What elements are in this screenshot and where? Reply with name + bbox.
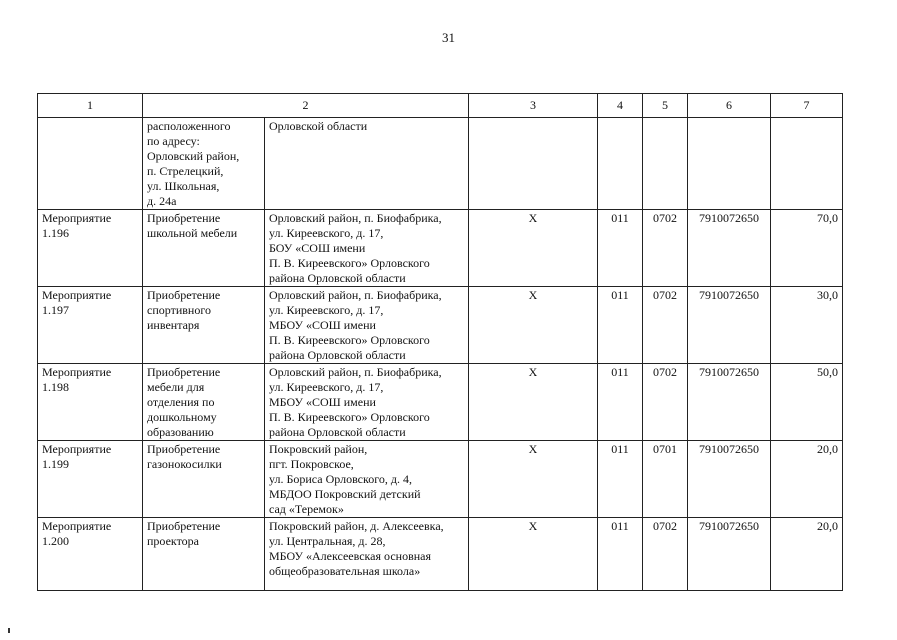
scan-mark xyxy=(8,628,10,633)
header-col-5: 5 xyxy=(643,94,688,118)
address-line: БОУ «СОШ имени xyxy=(269,241,366,255)
purpose-line: Орловский район, xyxy=(147,149,240,163)
header-col-3: 3 xyxy=(469,94,598,118)
address-line: ул. Бориса Орловского, д. 4, xyxy=(269,472,412,486)
address-line: Орловский район, п. Биофабрика, xyxy=(269,288,442,302)
activity-line: Мероприятие xyxy=(42,365,112,379)
code-cell: 011 xyxy=(598,364,643,441)
purpose-cell xyxy=(143,210,265,287)
section-cell: 0702 xyxy=(643,518,688,591)
target-code-cell: 7910072650 xyxy=(688,287,771,364)
target-code-cell: 7910072650 xyxy=(688,364,771,441)
code-cell: 011 xyxy=(598,210,643,287)
marker-cell: Х xyxy=(469,364,598,441)
address-line: Орловский район, п. Биофабрика, xyxy=(269,365,442,379)
activity-line: Мероприятие xyxy=(42,519,112,533)
marker-cell: Х xyxy=(469,518,598,591)
activity-line: 1.199 xyxy=(42,457,69,471)
amount-cell: 50,0 xyxy=(771,364,843,441)
address-line: П. В. Киреевского» Орловского xyxy=(269,410,430,424)
target-code-cell xyxy=(688,118,771,210)
activity-cell xyxy=(38,118,143,210)
address-line: района Орловской области xyxy=(269,348,406,362)
code-cell xyxy=(598,118,643,210)
section-cell: 0702 xyxy=(643,287,688,364)
activity-line: 1.196 xyxy=(42,226,69,240)
table-row xyxy=(38,441,843,518)
purpose-line: школьной мебели xyxy=(147,226,238,240)
marker-cell: Х xyxy=(469,287,598,364)
address-line: общеобразовательная школа» xyxy=(269,564,421,578)
address-cell xyxy=(265,118,469,210)
address-line: МБОУ «Алексеевская основная xyxy=(269,549,431,563)
amount-cell: 20,0 xyxy=(771,518,843,591)
purpose-cell xyxy=(143,518,265,591)
purpose-line: Приобретение xyxy=(147,288,221,302)
purpose-line: д. 24а xyxy=(147,194,177,208)
header-col-7: 7 xyxy=(771,94,843,118)
purpose-cell xyxy=(143,118,265,210)
purpose-cell xyxy=(143,364,265,441)
table-row xyxy=(38,287,843,364)
activity-line: Мероприятие xyxy=(42,288,112,302)
address-line: ул. Киреевского, д. 17, xyxy=(269,380,384,394)
header-col-2: 2 xyxy=(143,94,469,118)
section-cell: 0701 xyxy=(643,441,688,518)
activity-cell xyxy=(38,210,143,287)
amount-cell xyxy=(771,118,843,210)
purpose-line: расположенного xyxy=(147,119,231,133)
address-line: района Орловской области xyxy=(269,271,406,285)
purpose-cell xyxy=(143,441,265,518)
activity-cell xyxy=(38,364,143,441)
address-line: ул. Киреевского, д. 17, xyxy=(269,226,384,240)
activity-line: 1.198 xyxy=(42,380,69,394)
header-col-4: 4 xyxy=(598,94,643,118)
table-row xyxy=(38,518,843,591)
purpose-cell xyxy=(143,287,265,364)
purpose-line: мебели для xyxy=(147,380,205,394)
marker-cell: Х xyxy=(469,210,598,287)
header-col-6: 6 xyxy=(688,94,771,118)
address-line: П. В. Киреевского» Орловского xyxy=(269,333,430,347)
address-line: МБОУ «СОШ имени xyxy=(269,395,376,409)
purpose-line: спортивного xyxy=(147,303,211,317)
activity-line: Мероприятие xyxy=(42,442,112,456)
activity-line: 1.197 xyxy=(42,303,69,317)
address-cell xyxy=(265,364,469,441)
table-row xyxy=(38,118,843,210)
table-header xyxy=(38,94,843,118)
header-row xyxy=(38,94,843,118)
purpose-line: Приобретение xyxy=(147,365,221,379)
table-body xyxy=(38,118,843,591)
page-number: 31 xyxy=(442,30,455,45)
purpose-line: газонокосилки xyxy=(147,457,222,471)
target-code-cell: 7910072650 xyxy=(688,210,771,287)
amount-cell: 20,0 xyxy=(771,441,843,518)
amount-cell: 30,0 xyxy=(771,287,843,364)
purpose-line: ул. Школьная, xyxy=(147,179,220,193)
address-line: ул. Киреевского, д. 17, xyxy=(269,303,384,317)
code-cell: 011 xyxy=(598,441,643,518)
address-line: Орловский район, п. Биофабрика, xyxy=(269,211,442,225)
purpose-line: проектора xyxy=(147,534,199,548)
purpose-line: Приобретение xyxy=(147,442,221,456)
header-col-1: 1 xyxy=(38,94,143,118)
budget-table xyxy=(37,93,843,591)
address-cell xyxy=(265,518,469,591)
purpose-line: дошкольному xyxy=(147,410,217,424)
address-line: МБОУ «СОШ имени xyxy=(269,318,376,332)
section-cell xyxy=(643,118,688,210)
section-cell: 0702 xyxy=(643,364,688,441)
address-line: пгт. Покровское, xyxy=(269,457,354,471)
table-row xyxy=(38,210,843,287)
code-cell: 011 xyxy=(598,518,643,591)
section-cell: 0702 xyxy=(643,210,688,287)
address-line: ул. Центральная, д. 28, xyxy=(269,534,386,548)
address-line: сад «Теремок» xyxy=(269,502,344,516)
address-line: Покровский район, xyxy=(269,442,368,456)
purpose-line: по адресу: xyxy=(147,134,200,148)
address-cell xyxy=(265,210,469,287)
activity-cell xyxy=(38,287,143,364)
activity-cell xyxy=(38,441,143,518)
target-code-cell: 7910072650 xyxy=(688,518,771,591)
code-cell: 011 xyxy=(598,287,643,364)
activity-line: Мероприятие xyxy=(42,211,112,225)
address-line: Орловской области xyxy=(269,119,368,133)
address-line: района Орловской области xyxy=(269,425,406,439)
purpose-line: отделения по xyxy=(147,395,215,409)
marker-cell xyxy=(469,118,598,210)
table-row xyxy=(38,364,843,441)
purpose-line: инвентаря xyxy=(147,318,200,332)
marker-cell: Х xyxy=(469,441,598,518)
purpose-line: образованию xyxy=(147,425,214,439)
address-line: Покровский район, д. Алексеевка, xyxy=(269,519,444,533)
target-code-cell: 7910072650 xyxy=(688,441,771,518)
address-line: МБДОО Покровский детский xyxy=(269,487,421,501)
purpose-line: Приобретение xyxy=(147,211,221,225)
address-cell xyxy=(265,441,469,518)
activity-line: 1.200 xyxy=(42,534,69,548)
purpose-line: Приобретение xyxy=(147,519,221,533)
activity-cell xyxy=(38,518,143,591)
amount-cell: 70,0 xyxy=(771,210,843,287)
address-line: П. В. Киреевского» Орловского xyxy=(269,256,430,270)
purpose-line: п. Стрелецкий, xyxy=(147,164,224,178)
address-cell xyxy=(265,287,469,364)
